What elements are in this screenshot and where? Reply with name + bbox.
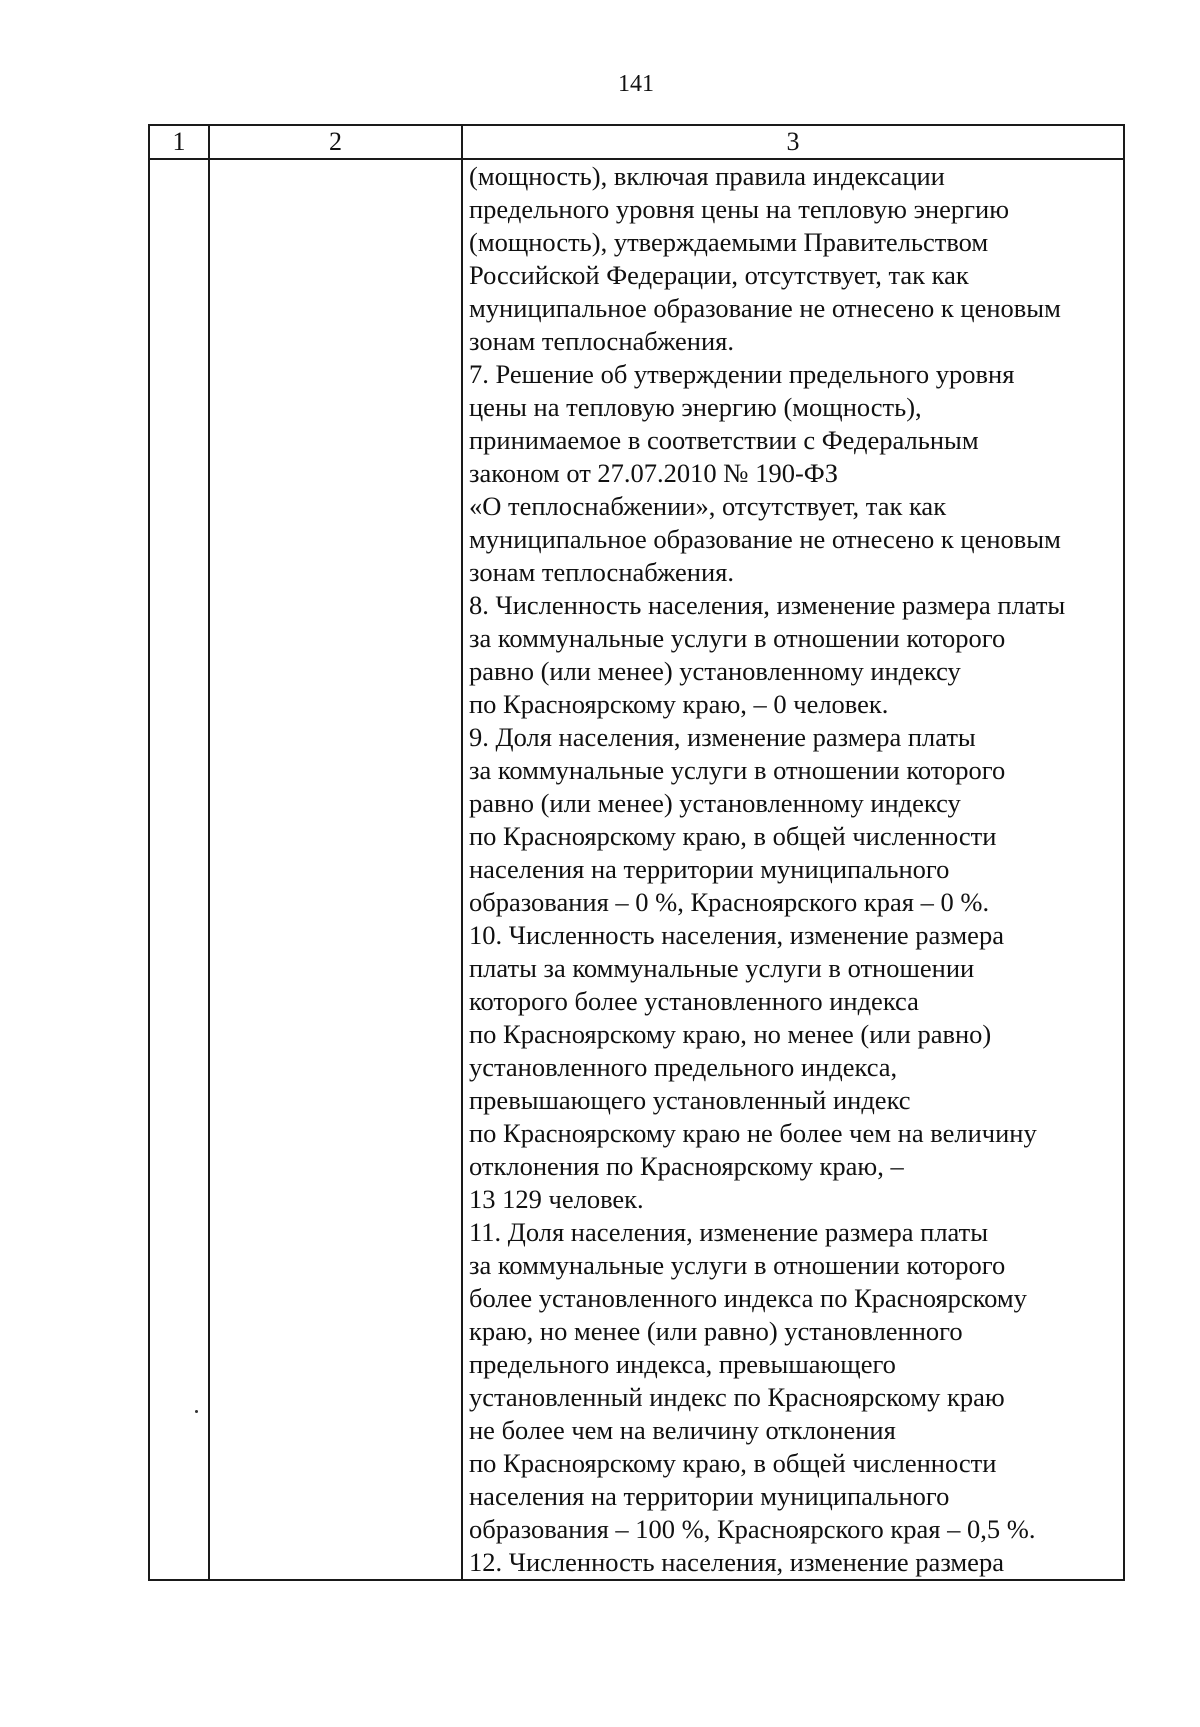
text-line: превышающего установленный индекс xyxy=(469,1085,911,1115)
text-line: за коммунальные услуги в отношении которого xyxy=(469,623,1006,653)
text-line: муниципальное образование не отнесено к ценовым xyxy=(469,524,1061,554)
column-header-3: 3 xyxy=(462,125,1124,159)
text-line: зонам теплоснабжения. xyxy=(469,557,734,587)
text-line: образования – 0 %, Красноярского края – 0 %. xyxy=(469,887,990,917)
text-line: предельного уровня цены на тепловую энергию xyxy=(469,194,1009,224)
text-line: 7. Решение об утверждении предельного уровня xyxy=(469,359,1015,389)
column-header-1: 1 xyxy=(149,125,209,159)
text-line: за коммунальные услуги в отношении которого xyxy=(469,755,1006,785)
cell-col-2 xyxy=(209,159,462,1580)
text-line: Российской Федерации, отсутствует, так как xyxy=(469,260,969,290)
text-line: платы за коммунальные услуги в отношении xyxy=(469,953,975,983)
text-block xyxy=(469,160,1123,1579)
text-line: установленный индекс по Красноярскому краю xyxy=(469,1382,1005,1412)
text-line: 11. Доля населения, изменение размера платы xyxy=(469,1217,989,1247)
text-line: муниципальное образование не отнесено к ценовым xyxy=(469,293,1061,323)
text-line: цены на тепловую энергию (мощность), xyxy=(469,392,922,422)
text-line: по Красноярскому краю не более чем на величину xyxy=(469,1118,1037,1148)
text-line: 10. Численность населения, изменение размера xyxy=(469,920,1004,950)
text-line: предельного индекса, превышающего xyxy=(469,1349,896,1379)
page-number: 141 xyxy=(618,71,654,97)
cell-col-3 xyxy=(462,159,1124,1580)
table-row xyxy=(149,159,1124,1580)
text-line: равно (или менее) установленному индексу xyxy=(469,656,961,686)
text-line: краю, но менее (или равно) установленного xyxy=(469,1316,963,1346)
text-line: (мощность), включая правила индексации xyxy=(469,161,945,191)
text-line: не более чем на величину отклонения xyxy=(469,1415,896,1445)
text-line: населения на территории муниципального xyxy=(469,854,950,884)
text-line: населения на территории муниципального xyxy=(469,1481,950,1511)
text-line: установленного предельного индекса, xyxy=(469,1052,898,1082)
document-table xyxy=(148,124,1125,1581)
text-line: зонам теплоснабжения. xyxy=(469,326,734,356)
text-line: 12. Численность населения, изменение размера xyxy=(469,1547,1004,1577)
text-line: законом от 27.07.2010 № 190-ФЗ xyxy=(469,458,839,488)
text-line: образования – 100 %, Красноярского края – 0,5 %. xyxy=(469,1514,1036,1544)
text-line: отклонения по Красноярскому краю, – xyxy=(469,1151,904,1181)
text-line: 13 129 человек. xyxy=(469,1184,644,1214)
text-line: по Красноярскому краю, – 0 человек. xyxy=(469,689,889,719)
text-line: 9. Доля населения, изменение размера платы xyxy=(469,722,976,752)
text-line: «О теплоснабжении», отсутствует, так как xyxy=(469,491,947,521)
cell-col-1 xyxy=(149,159,209,1580)
text-line: равно (или менее) установленному индексу xyxy=(469,788,961,818)
text-line: более установленного индекса по Красноярскому xyxy=(469,1283,1027,1313)
text-line: принимаемое в соответствии с Федеральным xyxy=(469,425,979,455)
text-line: по Красноярскому краю, но менее (или равно) xyxy=(469,1019,992,1049)
table-header-row xyxy=(149,125,1124,159)
stray-mark xyxy=(195,1410,198,1413)
text-line: по Красноярскому краю, в общей численности xyxy=(469,1448,997,1478)
text-line: по Красноярскому краю, в общей численности xyxy=(469,821,997,851)
text-line: за коммунальные услуги в отношении которого xyxy=(469,1250,1006,1280)
text-line: 8. Численность населения, изменение размера платы xyxy=(469,590,1066,620)
text-line: которого более установленного индекса xyxy=(469,986,919,1016)
column-header-2: 2 xyxy=(209,125,462,159)
text-line: (мощность), утверждаемыми Правительством xyxy=(469,227,989,257)
